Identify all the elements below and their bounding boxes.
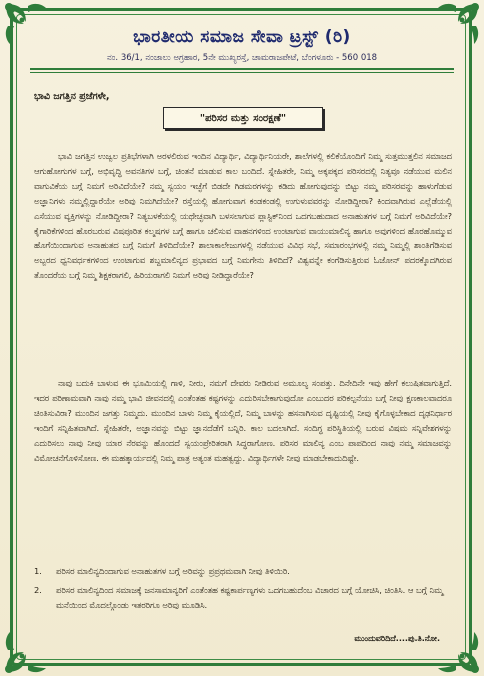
- list-item: [34, 583, 452, 612]
- corner-ornament-icon: [2, 630, 48, 676]
- organization-title: ಭಾರತೀಯ ಸಮಾಜ ಸೇವಾ ಟ್ರಸ್ಟ್ (ರಿ): [133, 27, 351, 47]
- list-item: [34, 564, 452, 579]
- body-paragraph-1: ಭಾವಿ ಜಗತ್ತಿನ ಉಜ್ವಲ ಪ್ರತಿಭೆಗಳಾಗಿ ಅರಳಲಿರುವ ಇಂದಿನ ವಿದ್ಯಾರ್ಥಿ, ವಿದ್ಯಾರ್ಥಿನಿಯರೇ, ಶಾಲೆಗಳಲ್ಲಿ ಕಲಿಕೆಯೊಂದಿಗೆ ನಿಮ್ಮ ಸುತ್ತಮುತ್ತಲಿನ ಸಮಾಜದ ಆಗುಹೋಗುಗಳ ಬಗ್ಗೆ, ಅಭಿವೃದ್ಧಿ ಅವನತಿಗಳ ಬಗ್ಗೆ, ಚಿಂತನೆ ಮಾಡುವ ಕಾಲ ಬಂದಿದೆ. ಸ್ನೇಹಿತರೇ, ನಿಮ್ಮ ಅಕ್ಕಪಕ್ಕದ ಪರಿಸರದಲ್ಲಿ ನಿತ್ಯವೂ ನಡೆಯುವ ಮಲಿನ ವಾಗುವಿಕೆಯ ಬಗ್ಗೆ ನಿಮಗೆ ಅರಿವಿದೆಯೇ? ನಮ್ಮ ಸ್ವಯಂ ಇಚ್ಛೆಗೆ ಬಿಡದೇ ಗಿಡಮರಗಳನ್ನು ಕಡಿದು ಹೋಗುವುದನ್ನು ಬಿಟ್ಟು ನಮ್ಮ ಪರಿಸರವನ್ನು ಹಾಳುಗೆಡುವ ಅಜ್ಞಾನಿಗಳು ನಮ್ಮಲ್ಲಿದ್ದಾರೆಯೇ ಅರಿವು ನಿಮಗಿದೆಯೇ? ರಸ್ತೆಯಲ್ಲಿ ಹೋಗುವಾಗ ಕಂಡಕಂಡಲ್ಲಿ ಉಗುಳುವವರನ್ನು ನೋಡಿದ್ದೀರಾ? ಕಿಂದವಾಗಿರುವ ಎಲ್ಲೆಡೆಯಲ್ಲಿ ಎಸೆಯುವ ವ್ಯಕ್ತಿಗಳನ್ನು ನೋಡಿದ್ದೀರಾ? ನಿತ್ಯಬಳಕೆಯಲ್ಲಿ ಯಥೇಚ್ಛವಾಗಿ ಬಳಸಲಾಗುವ ಪ್ಲಾಸ್ಟಿಕ್‌ನಿಂದ ಒದಗಬಹುದಾದ ಅನಾಹುತಗಳ ಬಗ್ಗೆ ನಿಮಗೆ ಅರಿವಿದೆಯೇ? ಕೈಗಾರಿಕೆಗಳಿಂದ ಹೊರಬರುವ ವಿಷಪೂರಿತ ಕಲ್ಮಷಗಳ ಬಗ್ಗೆ ಹಾಗೂ ಚಲಿಸುವ ವಾಹನಗಳಿಂದ ಉಂಟಾಗುವ ವಾಯುಮಾಲಿನ್ಯ ಹಾಗೂ ಅವುಗಳಿಂದ ಹೊರಹೊಮ್ಮುವ ಹೊಗೆಯಿಂದಾಗುವ ಅನಾಹುತದ ಬಗ್ಗೆ ನಿಮಗೆ ತಿಳಿದಿದೆಯೇ? ಶಾಲಾಕಾಲೇಜುಗಳಲ್ಲಿ ನಡೆಯುವ ವಿವಿಧ ಸಭೆ, ಸಮಾರಂಭಗಳಲ್ಲಿ ನಮ್ಮ ನಿಮ್ಮಲ್ಲಿ ಶಾಂತಿಗೆಡಿಸುವ ಅಬ್ಬರದ ಧ್ವನಿವರ್ಧಕಗಳಿಂದ ಉಂಟಾಗುವ ಶಬ್ದಮಾಲಿನ್ಯದ ಪ್ರಭಾವದ ಬಗ್ಗೆ ನಿಮಗೇನು ತಿಳಿದಿದೆ? ವಿಶ್ವವನ್ನೇ ಕಂಗೆಡಿಸುತ್ತಿರುವ ಓಜೋನ್ ಪದರಕ್ಕೊದಗಿರುವ ತೊಂದರೆಯ ಬಗ್ಗೆ ನಿಮ್ಮ ಶಿಕ್ಷಕರಾಗಲಿ, ಹಿರಿಯರಾಗಲಿ ನಿಮಗೆ ಅರಿವು ನೀಡಿದ್ದಾರೆಯೇ?: [34, 151, 452, 281]
- header-divider: [30, 68, 454, 70]
- subject-box: [163, 107, 323, 129]
- subject-title: "ಪರಿಸರ ಮತ್ತು ಸಂರಕ್ಷಣೆ": [199, 112, 287, 124]
- organization-address: ನಂ. 36/1, ನಂಜಾಲು ಅಗ್ರಹಾರ, 5ನೇ ಮುಖ್ಯರಸ್ತೆ, ಚಾಮರಾಜಪೇಟೆ, ಬೆಂಗಳೂರು - 560 018: [106, 53, 378, 63]
- header-divider-thin: [30, 72, 454, 73]
- salutation: ಭಾವಿ ಜಗತ್ತಿನ ಪ್ರಜೆಗಳೇ,: [34, 91, 110, 102]
- continuation-signature: ಮುಂದುವರಿದಿದೆ....ಪು.ತಿ.ನೋ.: [354, 634, 440, 643]
- list-item-text: ಪರಿಸರ ಮಾಲಿನ್ಯದಿಂದಾಗುವ ಅನಾಹುತಗಳ ಬಗ್ಗೆ ಅರಿವನ್ನು ಪ್ರಪ್ರಥಮವಾಗಿ ನೀವು ತಿಳಿಯಿರಿ.: [56, 566, 290, 576]
- corner-ornament-icon: [436, 630, 482, 676]
- letterhead: [40, 26, 444, 64]
- list-item-number: 2.: [34, 585, 42, 595]
- list-item-text: ಪರಿಸರ ಮಾಲಿನ್ಯದಿಂದ ಸಮಾಜಕ್ಕೆ ಜನಸಾಮಾನ್ಯರಿಗೆ ಎಂತೆಂತಹ ಕಷ್ಟಕಾರ್ಪಣ್ಯಗಳು ಒದಗಬಹುದೆಂಬ ವಿಚಾರದ ಬಗ್ಗೆ ಯೋಚಿಸಿ, ಚಿಂತಿಸಿ. ಆ ಬಗ್ಗೆ ನಿಮ್ಮ ಮನೆಯಿಂದ ಮೊದಲ್ಗೊಂಡು ಇತರರಿಗೂ ಅರಿವು ಮೂಡಿಸಿ.: [56, 585, 444, 610]
- body-paragraph-2: ನಾವು ಬದುಕಿ ಬಾಳುವ ಈ ಭೂಮಿಯಲ್ಲಿ ಗಾಳಿ, ನೀರು, ನಮಗೆ ದೇವರು ನೀಡಿರುವ ಅಮೂಲ್ಯ ಸಂಪತ್ತು. ದಿನೇದಿನೇ ಇವು ಹೇಗೆ ಕಲುಷಿತವಾಗುತ್ತಿದೆ. ಇದರ ಪರಿಣಾಮವಾಗಿ ನಾವು ನಮ್ಮ ಭಾವಿ ಜೀವನದಲ್ಲಿ ಎಂತೆಂತಹ ಕಷ್ಟಗಳನ್ನು ಎದುರಿಸಬೇಕಾಗುವುದೋ ಎಂಬುದರ ಪರಿಕಲ್ಪನೆಯು ಬಗ್ಗೆ ನೀವು ಕ್ಷಣಕಾಲವಾದರೂ ಚಿಂತಿಸುವಿರಾ? ಮುಂದಿನ ಜಗತ್ತು ನಿಮ್ಮದು. ಮುಂದಿನ ಬಾಳು ನಿಮ್ಮ ಕೈಯಲ್ಲಿದೆ, ನಿಮ್ಮ ಬಾಳನ್ನು ಹಸನಾಗಿಸುವ ದೃಷ್ಟಿಯಲ್ಲಿ ನೀವು ಕೈಗೊಳ್ಳಬೇಕಾದ ದೃಢನಿರ್ಧಾರ ಇಂದಿಗೆ ಸನ್ನಿಹಿತವಾಗಿದೆ. ಸ್ನೇಹಿತರೇ, ಅಜ್ಞಾನವನ್ನು ಬಿಟ್ಟು ಜ್ಞಾನದೆಡೆಗೆ ಬನ್ನಿರಿ. ಕಾಲ ಬದಲಾಗಿದೆ. ಸಂದಿಗ್ಧ ಪರಿಸ್ಥಿತಿಯಲ್ಲಿ ಬರುವ ವಿಷಮ ಸನ್ನಿವೇಶಗಳನ್ನು ಎದುರಿಸಲು ನಾವು ನೀವು ಯಾರ ನೆರವನ್ನು ಹೊಂದದೆ ಸ್ವಯಂಪ್ರೇರಿತರಾಗಿ ಸಿದ್ಧರಾಗೋಣ. ಪರಿಸರ ಮಾಲಿನ್ಯ ಎಂಬ ಪಾಪದಿಂದ ನಾವು ನಮ್ಮ ಸಮಾಜವನ್ನು ವಿಮೋಚನೆಗೊಳಿಸೋಣ. ಈ ಮಹತ್ಕಾರ್ಯದಲ್ಲಿ ನಿಮ್ಮ ಪಾತ್ರ ಅತ್ಯಂತ ಮಹತ್ವದ್ದು. ವಿದ್ಯಾರ್ಥಿಗಳೇ ನೀವು ಮಾಡಬೇಕಾದುದಿಷ್ಟೇ.: [34, 378, 452, 463]
- list-item-number: 1.: [34, 566, 42, 576]
